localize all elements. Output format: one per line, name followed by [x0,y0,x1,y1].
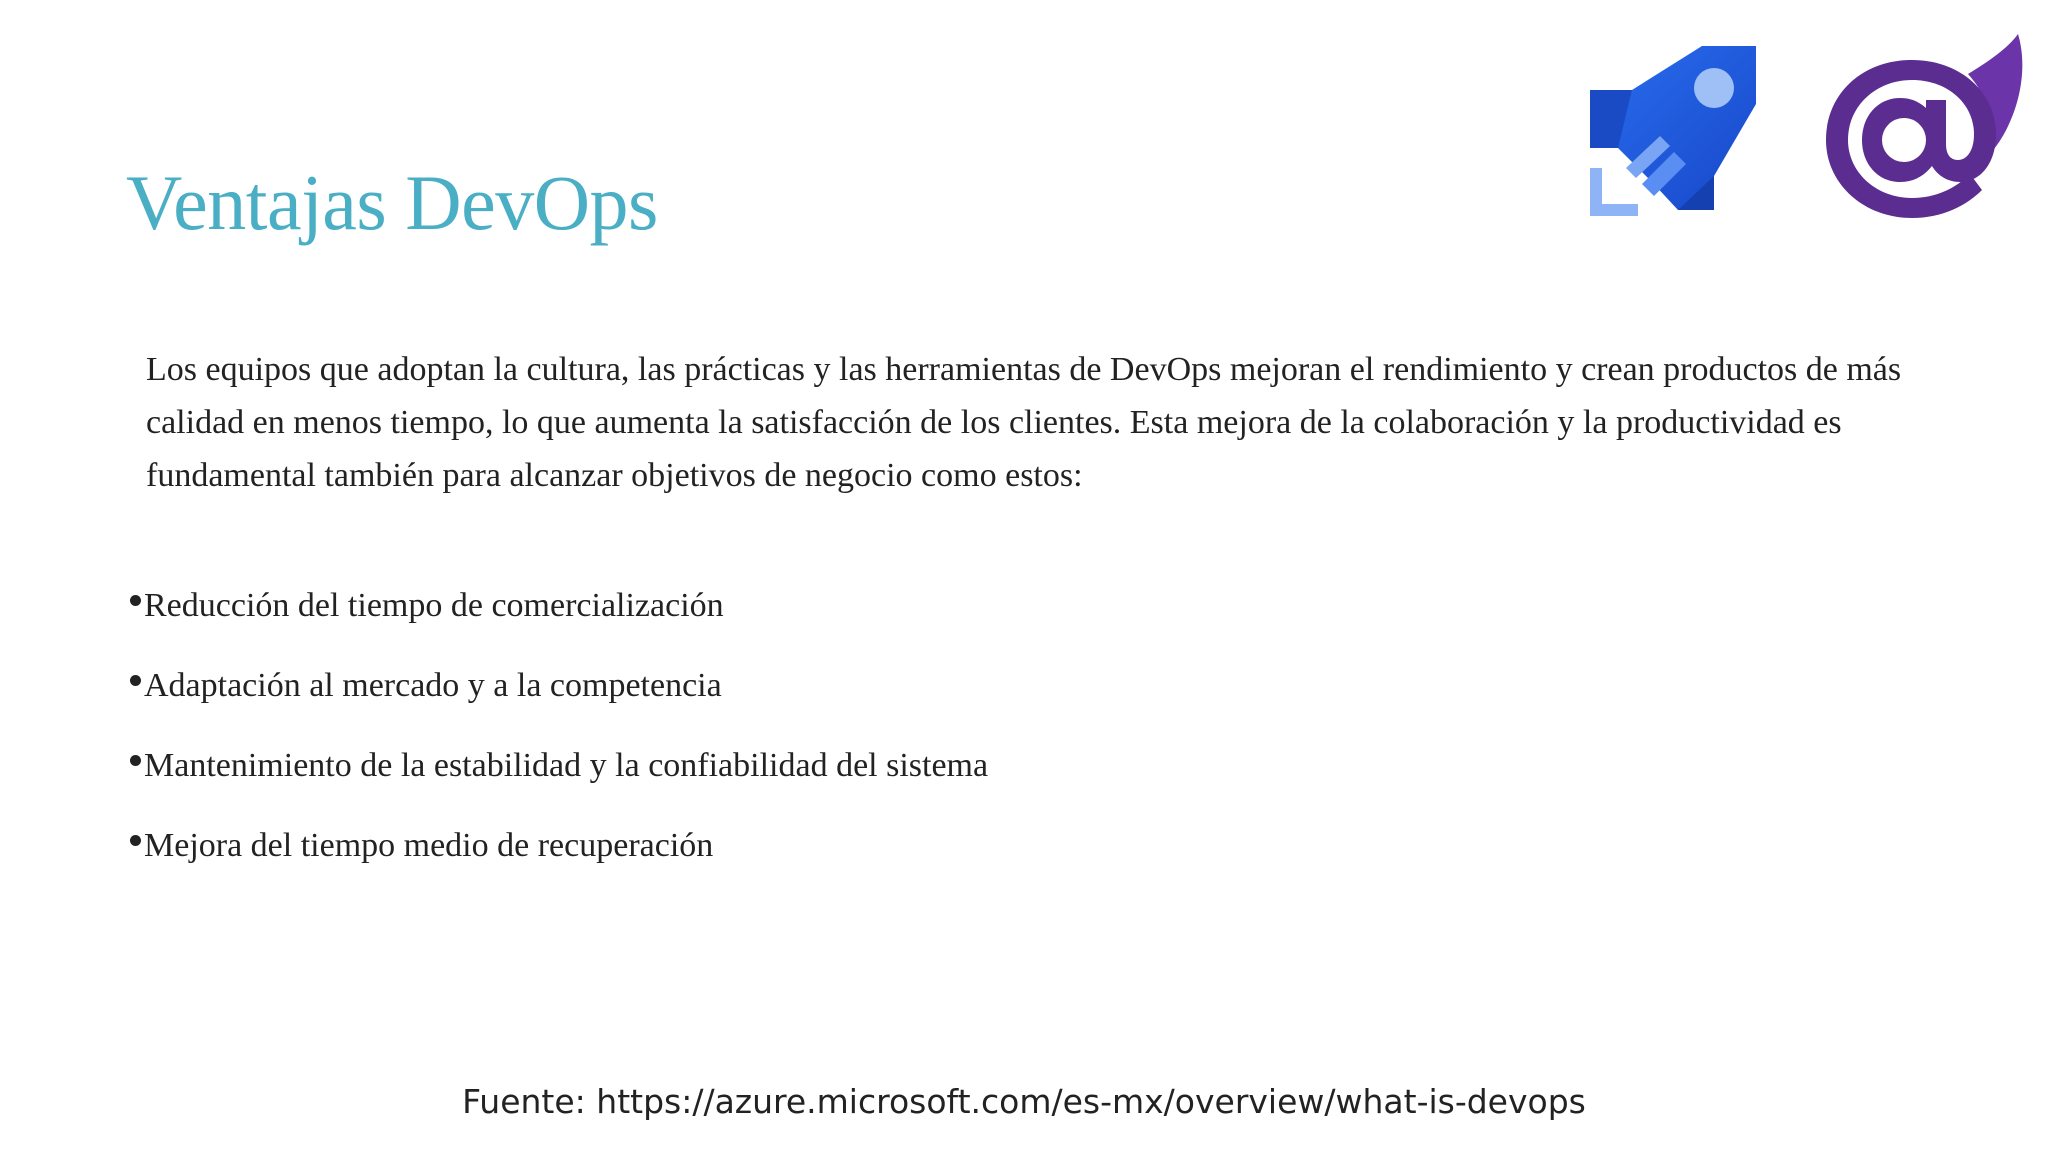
list-item [130,658,988,738]
bullet-icon [130,835,141,846]
list-item-text: Adaptación al mercado y a la competencia [144,667,722,704]
list-item [130,578,988,658]
bullet-icon [130,675,141,686]
list-item [130,818,988,898]
list-item-text: Reducción del tiempo de comercialización [144,587,724,624]
benefits-list [130,578,988,898]
intro-paragraph: Los equipos que adoptan la cultura, las prácticas y las herramientas de DevOps mejoran el rendimiento y crean productos de más calidad en menos tiempo, lo que aumenta la satisfacción de los clientes. Esta mejora de la colaboración y la productividad es fundamental también para alcanzar objetivos de negocio como estos: [146,351,1902,494]
blazor-icon [1818,34,2028,224]
list-item [130,738,988,818]
azure-pipelines-icon [1590,44,1762,216]
bullet-icon [130,755,141,766]
source-citation: Fuente: https://azure.microsoft.com/es-mx/overview/what-is-devops [462,1082,1586,1121]
list-item-text: Mejora del tiempo medio de recuperación [144,827,714,864]
list-item-text: Mantenimiento de la estabilidad y la confiabilidad del sistema [144,747,989,784]
bullet-icon [130,595,141,606]
slide-title: Ventajas DevOps [126,159,658,246]
